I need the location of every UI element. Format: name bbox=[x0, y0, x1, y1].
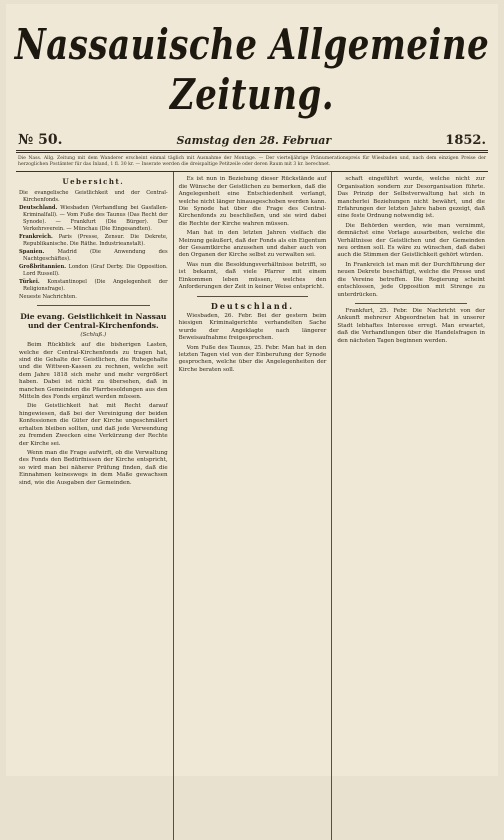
issue-date: Samstag den 28. Februar bbox=[176, 133, 332, 147]
news-item: Frankfurt, 25. Febr. Die Nachricht von der Ankunft mehrerer Abgeordneten hat in unserer Stadt lebhaftes Interesse erregt. Man erwartet, daß die Verhandlungen über die Handelsfragen in den nächsten Tagen beginnen werden. bbox=[337, 307, 485, 344]
article-columns bbox=[6, 172, 498, 840]
paragraph: Es ist nun in Beziehung dieser Rückstände auf die Wünsche der Geistlichen zu bemerken, daß die Angelegenheit eine Entschiedenheit verlangt, welche nicht länger hinausgeschoben werden kann. Die Synode hat über die Frage des Central-Kirchenfonds zu beschließen, und sie wird dabei die Rechte der Kirche wahren müssen. bbox=[178, 176, 327, 227]
section-divider bbox=[355, 303, 467, 304]
paragraph: Was nun die Besoldungsverhältnisse betrifft, so ist bekannt, daß viele Pfarrer mit einem Einkommen leben müssen, welches den Anforderungen der Zeit in keiner Weise entspricht. bbox=[178, 261, 327, 291]
column-2-body bbox=[179, 176, 327, 291]
section-divider bbox=[37, 305, 150, 306]
column-3-body bbox=[337, 176, 485, 299]
column-2 bbox=[173, 172, 332, 840]
news-item: Vom Fuße des Taunus, 25. Febr. Man hat in den letzten Tagen viel von der Einberufung der Synode gesprochen, welche über die Angelegenheiten der Kirche beraten soll. bbox=[178, 344, 327, 373]
paragraph: Man hat in den letzten Jahren vielfach die Meinung geäußert, daß der Fonds als ein Eigentum der Gesamtkirche anzusehen und daher auch von den Organen der Kirche selbst zu verwalten sei. bbox=[178, 230, 327, 259]
dateline bbox=[6, 128, 498, 150]
toc-entry: Türkei. Konstantinopel (Die Angelegenheit der Religionsfrage). bbox=[19, 278, 168, 292]
toc-heading: Uebersicht. bbox=[62, 177, 125, 187]
department-heading: Deutschland. bbox=[210, 300, 295, 311]
issue-number: № 50. bbox=[18, 132, 63, 148]
toc-entry: Spanien. Madrid (Die Anwendung des Nachtgeschäftes). bbox=[19, 248, 168, 262]
news-body bbox=[179, 313, 327, 374]
masthead-title: Nassauische Allgemeine Zeitung. bbox=[14, 20, 490, 120]
section-divider bbox=[197, 296, 309, 297]
news-body bbox=[337, 308, 485, 345]
paragraph: Die Behörden werden, wie man vernimmt, demnächst eine Vorlage ausarbeiten, welche die Verhältnisse der Geistlichen und der Gemeinden neu ordnen soll. Es wäre zu wünschen, daß dabei auch die Stimmen der Geistlichkeit gehört würden. bbox=[337, 222, 485, 259]
toc-entry: Neueste Nachrichten. bbox=[19, 293, 77, 300]
newspaper-page bbox=[6, 4, 498, 776]
article-body bbox=[19, 342, 168, 487]
toc-entry: Großbritannien. London (Graf Derby. Die Opposition. Lord Russell). bbox=[19, 263, 168, 277]
paragraph: In Frankreich ist man mit der Durchführung der neuen Dekrete beschäftigt, welche die Presse und die Vereine betreffen. Die Regierung scheint entschlossen, jede Opposition mit Strenge zu unterdrücken. bbox=[337, 261, 485, 298]
article-title: Die evang. Geistlichkeit in Nassau und der Central-Kirchenfonds. bbox=[20, 311, 167, 330]
toc-entry: Frankreich. Paris (Presse, Zensur. Die Dekrete, Republikanische. Die Räthe. Industrieanstalt). bbox=[19, 233, 168, 247]
article-subtitle: (Schluß.) bbox=[80, 331, 107, 338]
paragraph: Die Geistlichkeit hat mit Recht darauf hingewiesen, daß bei der Vereinigung der beiden Konfessionen die Güter der Kirche ungeschmälert erhalten bleiben sollten, und daß jede Verwendung zu fremden Zwecken eine Verkürzung der Rechte der Kirche sei. bbox=[19, 403, 168, 447]
news-item: Wiesbaden, 26. Febr. Bei der gestern beim hiesigen Kriminalgerichte verhandelten Sache wurde der Angeklagte nach längerer Beweisaufnahme freigesprochen. bbox=[178, 312, 327, 342]
table-of-contents bbox=[19, 190, 168, 301]
paragraph: Wenn man die Frage aufwirft, ob die Verwaltung des Fonds den Bedürfnissen der Kirche entspricht, so wird man bei näherer Prüfung finden, daß die Einnahmen keineswegs in dem Maße gewachsen sind, wie die Ausgaben der Gemeinden. bbox=[19, 449, 168, 486]
paragraph: schaft eingeführt wurde, welche nicht zur Organisation sondern zur Desorganisation führte. Das Prinzip der Selbstverwaltung hat sich in mancherlei Beziehungen nicht bewährt, und die Erfahrungen der letzten Jahre haben gezeigt, daß eine feste Ordnung notwendig ist. bbox=[337, 176, 485, 220]
subscription-notice: Die Nass. Allg. Zeitung mit dem Wanderer erscheint einmal täglich mit Ausnahme der Montage. — Der vierteljährige Pränumerationspreis für Wiesbaden und, nach dem einzigen Preise der herzoglichen Postämter für das Inland, 1 fl. 30 kr. — Inserate werden die dreispaltige Petitzeile oder deren Raum mit 3 kr. berechnet. bbox=[18, 156, 486, 168]
toc-entry: Die evangelische Geistlichkeit und der Central-Kirchenfonds. bbox=[19, 189, 168, 203]
column-1 bbox=[14, 172, 173, 840]
issue-year: 1852. bbox=[445, 132, 486, 148]
column-3 bbox=[331, 172, 490, 840]
paragraph: Beim Rückblick auf die bisherigen Lasten, welche der Central-Kirchenfonds zu tragen hat, sind die Gehalte der Geistlichen, die Ruhegehalte und die Wittwen-Kassen zu rechnen, welche seit dem Jahre 1818 sich mehr und mehr vergrößert haben. Dabei ist nicht zu übersehen, daß in manchen Gemeinden die Pfarrbesoldungen aus den Mitteln des Fonds ergänzt werden müssen. bbox=[19, 342, 168, 401]
toc-entry: Deutschland. Wiesbaden (Verhandlung bei Gasfallen-Kriminalfall). — Vom Fuße des Taunus (Das Recht der Synode). — Frankfurt (Die Bürger). Der Verkehrsverein. — Münchau (Die Eingesandten). bbox=[19, 204, 168, 232]
